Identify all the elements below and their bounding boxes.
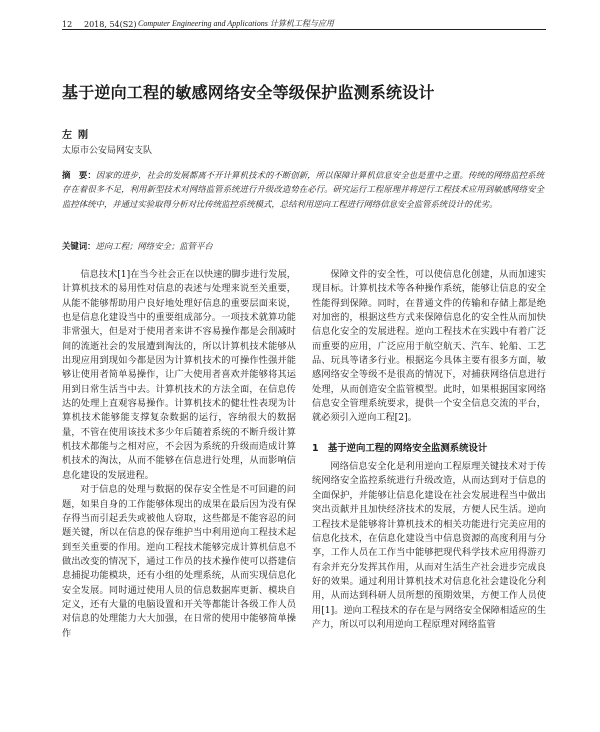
keywords-label: 关键词：	[62, 241, 96, 251]
body-paragraph: 信息技术[1]在当今社会正在以快速的脚步进行发展，计算机技术的易用性对信息的表述与处理来说至关重要，从能不能够帮助用户良好地处理好信息的重要层面来说，也是信息化建设当中的重要组成部分。一项技术就算功能非常强大，但是对于使用者来讲不容易操作都是会削减时间的流逝社会的发展遭到淘汰的，所以计算机技术能够从出现应用到现如今都是因为计算机技术的可操作性强并能够让使用者简单易操作，让广大使用者喜欢并能够将其运用到日常生活当中去。计算机技术的方法全面，在信息传达的处理上直观容易操作。计算机技术的健壮性表现为计算机技术能够能支撑复杂数据的运行，容纳很大的数据量，不管在使用该技术多少年后随着系统的不断升级计算机技术都能与之相对应，不会因为系统的升级而造成计算机技术的淘汰，从而不能够在信息进行处理，从而影响信息化建设的发展进程。	[62, 269, 296, 481]
author-name: 左刚	[62, 130, 94, 141]
author-affiliation: 太原市公安局网安支队	[62, 146, 153, 156]
body-column-right	[312, 268, 546, 632]
body-column-left	[62, 268, 296, 641]
abstract	[62, 168, 544, 211]
body-paragraph: 网络信息安全化是利用逆向工程原理关键技术对于传统网络安全监控系统进行升级改造，从而达到对于信息的全面保护，并能够让信息化建设在社会发展进程当中做出突出贡献并且加快经济技术的发展，方便人民生活。逆向工程技术是能够将计算机技术的相关功能进行完美应用的信息化技术，在信息化建设当中信息资源的高度利用与分享，工作人员在工作当中能够把现代科学技术应用得游刃有余并充分发挥其作用，从而对生活生产社会进步完成良好的效果。通过利用计算机技术对信息化社会建设化分利用，从而达到科研人员所想的预期效果，方便工作人员使用[1]。逆向工程技术的存在是与网络安全保障相适应的生产力，所以可以利用逆向工程原理对网络监管	[312, 461, 546, 630]
paper-title: 基于逆向工程的敏感网络安全等级保护监测系统设计	[62, 83, 435, 102]
page-number: 12	[62, 20, 73, 29]
running-header	[62, 9, 546, 30]
keywords-text: 逆向工程；网络安全；监管平台	[95, 241, 213, 251]
volume-info: 2018, 54(S2)	[84, 20, 137, 29]
abstract-text: 因家的进步，社会的发展都离不开计算机技术的不断创新，所以保障计算机信息安全也是重中之重。传统的网络监控系统存在着很多不足，利用新型技术对网络监管系统进行升级改造势在必行。研究运行工程原理并将逆行工程技术应用到敏感网络安全监控体统中，并通过实验取得分析对比传统监控系统模式，总结利用逆向工程进行网络信息安全监管系统设计的优劣。	[62, 170, 545, 209]
body-paragraph: 对于信息的处理与数据的保存安全性是不可回避的问题，如果自身的工作能够体现出的成果在最后因为没有保存得当而引起丢失或被他人窃取，这些都是不能容忍的问题关键，所以在信息的保存维护当中利用逆向工程技术起到至关重要的作用。逆向工程技术能够完成计算机信息不做出改变的情况下，通过工作员的技术操作使可以搭建信息捕捉功能模块，还有小组的处理系统，从而实现信息化安全发展。同时通过使用人员的信息数据库更新、模块自定义，还有大量的电脑设置和开关等都能计各级工作人员对信息的处理能力大大加强，在日常的使用中能够简单操作	[62, 484, 296, 639]
body-paragraph: 保障文件的安全性，可以使信息化创建，从而加速实现目标。计算机技术等各种操作系统，能够让信息的安全性能得到保障。同时，在普通文件的传输和存储上都是绝对加密的，根据这些方式来保障信息化的安全性从而加快信息化安全的发展进程。逆向工程技术在实践中有着广泛而重要的应用，广泛应用于航空航天、汽车、轮船、工艺品、玩具等诸多行业。根据迄今具体主要有很多方面，敏感网络安全等级不是很高的情况下，对捕获网络信息进行处理，从而创造安全监管模型。此时，如果根据国家网络信息安全管理系统要求，提供一个安全信息交流的平台，就必须引入逆向工程[2]。	[312, 269, 546, 424]
journal-name: Computer Engineering and Applications 计算机工程与应用	[138, 19, 334, 28]
section-heading: 1 基于逆向工程的网络安全监测系统设计	[312, 442, 488, 454]
abstract-label: 摘 要：	[62, 170, 96, 180]
keywords	[62, 240, 544, 252]
